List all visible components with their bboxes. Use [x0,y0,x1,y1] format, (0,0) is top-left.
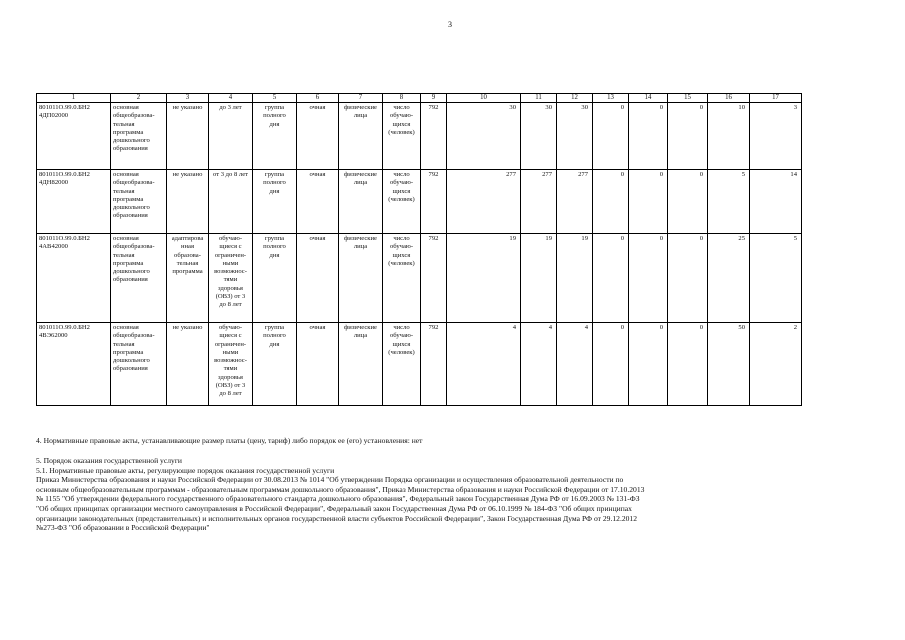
value-cell-11: 30 [521,103,557,170]
persons-cell-line: лица [353,332,368,340]
section-5-1-subtitle: 5.1. Нормативные правовые акты, регулирующие порядок оказания государственной услуги [36,465,335,475]
program-cell [111,234,167,323]
table-row [37,170,802,234]
program-cell-line: основная [113,235,139,242]
program-cell-line: общеобразова- [113,332,155,340]
registry-code-cell-line: 801011О.99.0.БН2 [39,324,90,331]
category-cell [167,323,209,406]
registry-code-cell-line: 4АВ42000 [39,243,68,251]
group-cell-line: дня [269,340,280,348]
value-cell-15: 0 [668,103,708,170]
program-cell-line: основная [113,171,139,178]
header-cell: 6 [297,94,339,103]
age-cell-line: здоровья [218,373,243,381]
value-cell-10: 277 [447,170,521,234]
value-cell-15: 0 [668,234,708,323]
indicator-cell-line: обучаю- [389,243,414,251]
category-cell-line: программа [172,268,203,276]
age-cell-line: до 3 лет [219,104,242,111]
value-cell-13: 0 [593,323,629,406]
header-cell: 9 [421,94,447,103]
registry-code-cell-line: 801011О.99.0.БН2 [39,171,90,178]
form-cell: очная [297,323,339,406]
program-cell-line: тельная [113,340,135,348]
indicator-cell-line: обучаю- [389,112,414,120]
value-cell-12: 19 [557,234,593,323]
value-cell-16: 25 [708,234,750,323]
category-cell-line: не указано [172,324,203,331]
program-cell-line: общеобразова- [113,112,155,120]
persons-cell-line: физические [344,171,377,178]
header-cell: 7 [339,94,383,103]
registry-code-cell-line: 4ДП02000 [39,112,69,120]
program-cell-line: образования [113,145,148,153]
program-cell-line: тельная [113,120,135,128]
value-cell-17: 2 [750,323,802,406]
age-cell-line: тями [223,276,238,284]
header-cell: 11 [521,94,557,103]
section-5-procedure [36,456,816,533]
persons-cell-line: физические [344,235,377,242]
group-cell-line: дня [269,187,280,195]
persons-cell-line: физические [344,324,377,331]
value-cell-11: 277 [521,170,557,234]
group-cell [253,170,297,234]
group-cell [253,323,297,406]
header-cell: 16 [708,94,750,103]
persons-cell [339,170,383,234]
service-volume-table [36,93,802,406]
indicator-cell-line: (человек) [388,128,415,136]
okei-code-cell: 792 [421,323,447,406]
value-cell-13: 0 [593,103,629,170]
value-cell-10: 4 [447,323,521,406]
indicator-cell-line: щихся [392,120,411,128]
indicator-cell [383,170,421,234]
legal-acts-line: основным общеобразовательным программам - образовательным программам дошкольного образования", Приказ Министерства образования и науки Российской Федерации от 17.10.2013 [36,484,645,494]
header-row [37,94,802,103]
header-cell: 8 [383,94,421,103]
program-cell-line: образования [113,276,148,284]
value-cell-11: 4 [521,323,557,406]
age-cell [209,103,253,170]
registry-code-cell-line: 4ВЭ62000 [39,332,68,340]
header-cell: 13 [593,94,629,103]
program-cell-line: программа [113,195,144,203]
indicator-cell-line: число [393,171,410,178]
persons-cell [339,323,383,406]
registry-code-cell [37,103,111,170]
program-cell-line: дошкольного [113,204,150,212]
program-cell-line: тельная [113,187,135,195]
value-cell-10: 30 [447,103,521,170]
age-cell-line: до 8 лет [219,390,242,398]
okei-code-cell: 792 [421,103,447,170]
age-cell-line: обучаю- [218,235,243,242]
indicator-cell-line: число [393,235,410,242]
indicator-cell-line: щихся [392,340,411,348]
page-number: 3 [448,20,452,29]
group-cell-line: дня [269,251,280,259]
value-cell-11: 19 [521,234,557,323]
program-cell-line: тельная [113,251,135,259]
header-cell: 1 [37,94,111,103]
category-cell-line: адаптирова [171,235,204,242]
value-cell-17: 14 [750,170,802,234]
category-cell [167,170,209,234]
category-cell-line: нная [180,243,195,251]
group-cell-line: группа [264,104,285,111]
category-cell [167,103,209,170]
legal-acts-line: "Об общих принципах организации местного самоуправления в Российской Федерации", Федеральный закон Государственная Дума РФ от 06.10.1999 № 184-ФЗ "Об общих принципах [36,503,632,513]
header-cell: 14 [629,94,668,103]
value-cell-17: 5 [750,234,802,323]
value-cell-13: 0 [593,234,629,323]
program-cell [111,323,167,406]
legal-acts-line: организации законодательных (представительных) и исполнительных органов государственной власти субъектов Российской Федерации", Закон Государственная Дума РФ от 29.12.2012 [36,513,638,523]
indicator-cell-line: (человек) [388,259,415,267]
category-cell [167,234,209,323]
age-cell-line: (ОВЗ) от 3 [215,293,246,301]
age-cell-line: до 8 лет [219,301,242,309]
indicator-cell [383,234,421,323]
category-cell-line: образова- [174,251,201,259]
value-cell-15: 0 [668,170,708,234]
program-cell-line: образования [113,212,148,220]
value-cell-15: 0 [668,323,708,406]
form-cell: очная [297,234,339,323]
registry-code-cell-line: 4ДН82000 [39,179,69,187]
group-cell-line: группа [264,235,285,242]
indicator-cell [383,323,421,406]
persons-cell-line: лица [353,112,368,120]
program-cell-line: дошкольного [113,268,150,276]
table-row [37,103,802,170]
header-cell: 12 [557,94,593,103]
table-row [37,234,802,323]
value-cell-14: 0 [629,323,668,406]
value-cell-14: 0 [629,103,668,170]
age-cell-line: ными [222,348,239,356]
category-cell-line: не указано [172,104,203,111]
value-cell-14: 0 [629,170,668,234]
age-cell [209,170,253,234]
persons-cell [339,234,383,323]
indicator-cell-line: щихся [392,187,411,195]
age-cell-line: обучаю- [218,324,243,331]
group-cell-line: полного [263,179,286,187]
registry-code-cell [37,170,111,234]
category-cell-line: не указано [172,171,203,178]
program-cell-line: основная [113,324,139,331]
legal-acts-line: № 1155 "Об утверждении федерального государственного образовательного стандарта дошкольного образования", Федеральный закон Государственная Дума РФ от 16.09.2003 № 131-ФЗ [36,494,640,504]
value-cell-14: 0 [629,234,668,323]
age-cell [209,234,253,323]
program-cell-line: программа [113,259,144,267]
value-cell-16: 5 [708,170,750,234]
age-cell-line: ограничен- [214,340,247,348]
program-cell-line: дошкольного [113,357,150,365]
header-cell: 4 [209,94,253,103]
group-cell [253,103,297,170]
age-cell-line: ограничен- [214,251,247,259]
header-cell: 17 [750,94,802,103]
indicator-cell-line: щихся [392,251,411,259]
group-cell-line: группа [264,324,285,331]
group-cell-line: полного [263,243,286,251]
program-cell-line: общеобразова- [113,179,155,187]
registry-code-cell-line: 801011О.99.0.БН2 [39,104,90,111]
legal-acts-line: Приказ Министерства образования и науки Российской Федерации от 30.08.2013 № 1014 "Об утверждении Порядка организации и осуществления образовательной деятельности по [36,475,624,485]
age-cell-line: возможнос- [214,268,247,276]
value-cell-12: 4 [557,323,593,406]
program-cell-line: программа [113,128,144,136]
indicator-cell-line: число [393,324,410,331]
group-cell-line: полного [263,332,286,340]
program-cell-line: общеобразова- [113,243,155,251]
program-cell-line: образования [113,365,148,373]
okei-code-cell: 792 [421,170,447,234]
registry-code-cell-line: 801011О.99.0.БН2 [39,235,90,242]
header-cell: 2 [111,94,167,103]
group-cell-line: группа [264,171,285,178]
age-cell-line: тями [223,365,238,373]
age-cell-line: ными [222,259,239,267]
program-cell-line: программа [113,348,144,356]
value-cell-12: 277 [557,170,593,234]
age-cell-line: от 3 до 8 лет [212,171,249,178]
persons-cell-line: лица [353,179,368,187]
age-cell-line: здоровья [218,284,243,292]
group-cell-line: дня [269,120,280,128]
value-cell-17: 3 [750,103,802,170]
indicator-cell [383,103,421,170]
indicator-cell-line: обучаю- [389,179,414,187]
value-cell-16: 50 [708,323,750,406]
registry-code-cell [37,323,111,406]
value-cell-10: 19 [447,234,521,323]
section-4-fees [36,436,816,446]
form-cell: очная [297,103,339,170]
age-cell-line: щиеся с [219,332,242,340]
table-row [37,323,802,406]
value-cell-16: 10 [708,103,750,170]
age-cell [209,323,253,406]
indicator-cell-line: число [393,104,410,111]
value-cell-13: 0 [593,170,629,234]
program-cell-line: дошкольного [113,137,150,145]
okei-code-cell: 792 [421,234,447,323]
section-5-title: 5. Порядок оказания государственной услуги [36,456,182,465]
indicator-cell-line: (человек) [388,195,415,203]
persons-cell [339,103,383,170]
program-cell [111,170,167,234]
registry-code-cell [37,234,111,323]
age-cell-line: (ОВЗ) от 3 [215,382,246,390]
value-cell-12: 30 [557,103,593,170]
persons-cell-line: лица [353,243,368,251]
header-cell: 5 [253,94,297,103]
group-cell-line: полного [263,112,286,120]
header-cell: 3 [167,94,209,103]
age-cell-line: щиеся с [219,243,242,251]
section-4-text: 4. Нормативные правовые акты, устанавливающие размер платы (цену, тариф) либо порядок ее (его) установления: нет [36,436,423,445]
indicator-cell-line: обучаю- [389,332,414,340]
program-cell-line: основная [113,104,139,111]
persons-cell-line: физические [344,104,377,111]
program-cell [111,103,167,170]
header-cell: 15 [668,94,708,103]
indicator-cell-line: (человек) [388,348,415,356]
header-cell: 10 [447,94,521,103]
form-cell: очная [297,170,339,234]
legal-acts-line: №273-ФЗ "Об образовании в Российской Федерации" [36,523,210,533]
age-cell-line: возможнос- [214,357,247,365]
category-cell-line: тельная [176,259,199,267]
group-cell [253,234,297,323]
